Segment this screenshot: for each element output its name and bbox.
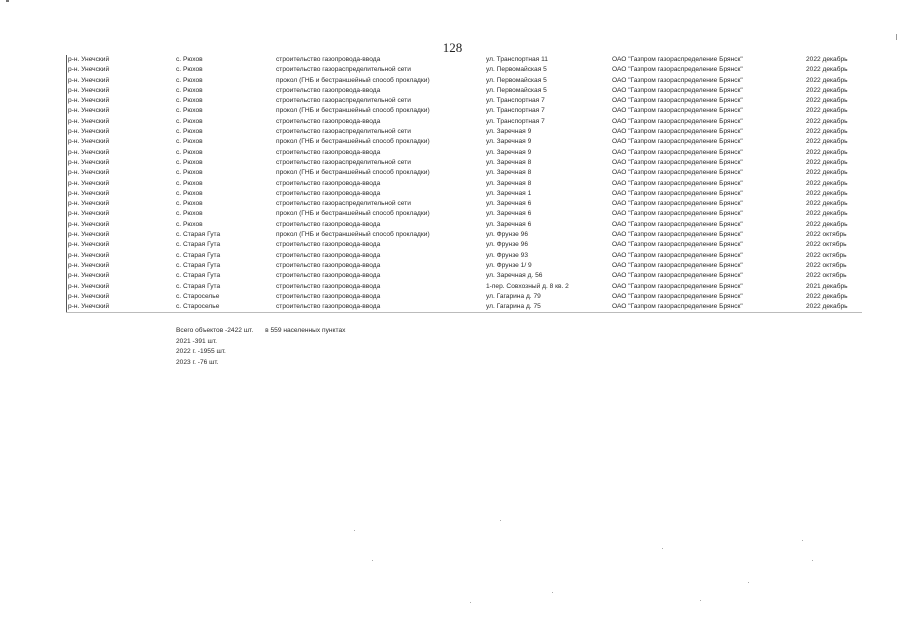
cell-organization: ОАО "Газпром газораспределение Брянск"	[612, 220, 743, 228]
cell-address: ул. Фрунзе 93	[486, 251, 528, 259]
cell-settlement: с. Старая Гута	[176, 241, 221, 249]
cell-organization: ОАО "Газпром газораспределение Брянск"	[612, 158, 743, 166]
cell-year: 2022	[806, 292, 821, 300]
cell-month: декабрь	[822, 76, 848, 84]
cell-year: 2022	[806, 138, 821, 146]
table-bottom-border	[66, 312, 862, 313]
page-number: 128	[442, 40, 463, 55]
cell-period	[804, 271, 862, 281]
cell-period	[804, 127, 862, 137]
cell-month: декабрь	[822, 148, 848, 156]
cell-work-type: строительство газораспределительной сети	[276, 66, 411, 74]
table-row	[66, 209, 862, 219]
cell-address: ул. Транспортная 7	[486, 97, 545, 105]
cell-organization: ОАО "Газпром газораспределение Брянск"	[612, 189, 743, 197]
cell-year: 2022	[806, 179, 821, 187]
cell-period	[804, 230, 862, 240]
cell-district: р-н. Унечский	[68, 86, 110, 94]
cell-address: ул. Заречная 8	[486, 179, 532, 187]
cell-settlement: с. Старая Гута	[176, 261, 221, 269]
cell-work-type: строительство газопровода-ввода	[276, 179, 381, 187]
cell-settlement: с. Рюхов	[176, 158, 203, 166]
cell-organization: ОАО "Газпром газораспределение Брянск"	[612, 117, 743, 125]
cell-settlement: с. Рюхов	[176, 117, 203, 125]
cell-period	[804, 292, 862, 302]
cell-year: 2022	[806, 128, 821, 136]
cell-year: 2022	[806, 303, 821, 311]
cell-work-type: строительство газопровода-ввода	[276, 303, 381, 311]
table-row	[66, 55, 862, 65]
cell-month: декабрь	[822, 303, 848, 311]
table-row	[66, 127, 862, 137]
cell-settlement: с. Старая Гута	[176, 231, 221, 239]
cell-address: ул. Заречная 6	[486, 200, 532, 208]
cell-district: р-н. Унечский	[68, 56, 110, 63]
cell-district: р-н. Унечский	[68, 97, 110, 105]
cell-work-type: строительство газопровода-ввода	[276, 220, 381, 228]
cell-district: р-н. Унечский	[68, 231, 110, 239]
cell-period	[804, 96, 862, 106]
cell-district: р-н. Унечский	[68, 169, 110, 177]
cell-address: ул. Гагарина д. 79	[486, 292, 541, 300]
cell-month: декабрь	[822, 138, 848, 146]
cell-period	[804, 76, 862, 86]
cell-period	[804, 148, 862, 158]
table-row	[66, 137, 862, 147]
cell-work-type: строительство газораспределительной сети	[276, 200, 411, 208]
cell-month: декабрь	[822, 56, 848, 63]
summary-total-line	[176, 326, 345, 337]
cell-organization: ОАО "Газпром газораспределение Брянск"	[612, 128, 743, 136]
cell-organization: ОАО "Газпром газораспределение Брянск"	[612, 292, 743, 300]
cell-district: р-н. Унечский	[68, 189, 110, 197]
cell-work-type: строительство газопровода-ввода	[276, 117, 381, 125]
cell-settlement: с. Рюхов	[176, 148, 203, 156]
cell-year: 2022	[806, 210, 821, 218]
cell-address: ул. Первомайская 5	[486, 66, 547, 74]
cell-address: ул. Заречная 9	[486, 128, 532, 136]
table-row	[66, 302, 862, 312]
cell-year: 2022	[806, 97, 821, 105]
cell-organization: ОАО "Газпром газораспределение Брянск"	[612, 272, 743, 280]
cell-address: ул. Фрунзе 96	[486, 231, 528, 239]
table-row	[66, 96, 862, 106]
cell-address: ул. Заречная 6	[486, 210, 532, 218]
table-row	[66, 189, 862, 199]
cell-month: октябрь	[822, 241, 847, 249]
cell-work-type: прокол (ГНБ и бестраншейный способ прокладки)	[276, 138, 430, 146]
cell-organization: ОАО "Газпром газораспределение Брянск"	[612, 97, 743, 105]
cell-period	[804, 117, 862, 127]
cell-organization: ОАО "Газпром газораспределение Брянск"	[612, 76, 743, 84]
cell-address: ул. Первомайская 5	[486, 76, 547, 84]
cell-district: р-н. Унечский	[68, 200, 110, 208]
cell-organization: ОАО "Газпром газораспределение Брянск"	[612, 56, 743, 63]
table-row	[66, 86, 862, 96]
cell-month: декабрь	[822, 158, 848, 166]
cell-settlement: с. Рюхов	[176, 189, 203, 197]
cell-period	[804, 199, 862, 209]
cell-year: 2022	[806, 66, 821, 74]
cell-address: ул. Заречная 8	[486, 158, 532, 166]
cell-month: декабрь	[822, 292, 848, 300]
cell-settlement: с. Рюхов	[176, 128, 203, 136]
cell-organization: ОАО "Газпром газораспределение Брянск"	[612, 138, 743, 146]
cell-settlement: с. Рюхов	[176, 97, 203, 105]
cell-work-type: строительство газопровода-ввода	[276, 148, 381, 156]
cell-period	[804, 189, 862, 199]
cell-district: р-н. Унечский	[68, 210, 110, 218]
cell-address: ул. Заречная 1	[486, 189, 532, 197]
cell-district: р-н. Унечский	[68, 179, 110, 187]
cell-month: декабрь	[822, 282, 848, 290]
cell-district: р-н. Унечский	[68, 148, 110, 156]
cell-address: ул. Транспортная 11	[486, 56, 548, 63]
cell-year: 2022	[806, 241, 821, 249]
cell-organization: ОАО "Газпром газораспределение Брянск"	[612, 303, 743, 311]
cell-settlement: с. Старая Гута	[176, 282, 221, 290]
cell-settlement: с. Рюхов	[176, 138, 203, 146]
table-row	[66, 117, 862, 127]
table-row	[66, 230, 862, 240]
cell-settlement: с. Старосельe	[176, 303, 220, 311]
cell-month: декабрь	[822, 169, 848, 177]
cell-settlement: с. Старая Гута	[176, 272, 221, 280]
cell-year: 2022	[806, 158, 821, 166]
cell-month: декабрь	[822, 86, 848, 94]
cell-organization: ОАО "Газпром газораспределение Брянск"	[612, 241, 743, 249]
cell-district: р-н. Унечский	[68, 117, 110, 125]
summary-2023: 2023 г. -76 шт.	[176, 358, 219, 366]
cell-district: р-н. Унечский	[68, 107, 110, 115]
cell-period	[804, 220, 862, 230]
cell-year: 2022	[806, 56, 821, 63]
table-row	[66, 158, 862, 168]
cell-period	[804, 179, 862, 189]
table-row	[66, 240, 862, 250]
cell-address: ул. Заречная д. 56	[486, 272, 543, 280]
cell-district: р-н. Унечский	[68, 158, 110, 166]
cell-period	[804, 240, 862, 250]
cell-period	[804, 251, 862, 261]
table-row	[66, 199, 862, 209]
cell-district: р-н. Унечский	[68, 261, 110, 269]
summary-2022: 2022 г. -1955 шт.	[176, 348, 226, 355]
table-row	[66, 292, 862, 302]
cell-settlement: с. Рюхов	[176, 210, 203, 218]
cell-organization: ОАО "Газпром газораспределение Брянск"	[612, 169, 743, 177]
cell-work-type: строительство газопровода-ввода	[276, 251, 381, 259]
cell-work-type: строительство газопровода-ввода	[276, 282, 381, 290]
table-row	[66, 106, 862, 116]
cell-work-type: строительство газораспределительной сети	[276, 97, 411, 105]
cell-month: декабрь	[822, 128, 848, 136]
cell-settlement: с. Старосельe	[176, 292, 220, 300]
cell-month: октябрь	[822, 251, 847, 259]
cell-work-type: прокол (ГНБ и бестраншейный способ прокладки)	[276, 169, 430, 177]
corner-scan-mark	[6, 0, 9, 2]
cell-year: 2021	[806, 282, 821, 290]
cell-period	[804, 282, 862, 292]
cell-period	[804, 106, 862, 116]
cell-organization: ОАО "Газпром газораспределение Брянск"	[612, 148, 743, 156]
cell-work-type: строительство газопровода-ввода	[276, 261, 381, 269]
cell-settlement: с. Рюхов	[176, 86, 203, 94]
table-row	[66, 282, 862, 292]
cell-month: декабрь	[822, 107, 848, 115]
cell-period	[804, 65, 862, 75]
cell-year: 2022	[806, 200, 821, 208]
table-row	[66, 65, 862, 75]
cell-district: р-н. Унечский	[68, 303, 110, 311]
cell-organization: ОАО "Газпром газораспределение Брянск"	[612, 66, 743, 74]
cell-month: декабрь	[822, 97, 848, 105]
works-table-container	[66, 55, 862, 312]
cell-address: ул. Транспортная 7	[486, 107, 545, 115]
cell-year: 2022	[806, 251, 821, 259]
cell-district: р-н. Унечский	[68, 138, 110, 146]
cell-address: ул. Заречная 9	[486, 148, 532, 156]
cell-settlement: с. Рюхов	[176, 169, 203, 177]
cell-address: ул. Транспортная 7	[486, 117, 545, 125]
cell-year: 2022	[806, 231, 821, 239]
summary-total: Всего объектов -2422 шт.	[176, 327, 254, 334]
cell-month: декабрь	[822, 210, 848, 218]
cell-organization: ОАО "Газпром газораспределение Брянск"	[612, 231, 743, 239]
cell-address: ул. Заречная 9	[486, 138, 532, 146]
cell-period	[804, 55, 862, 65]
cell-settlement: с. Старая Гута	[176, 251, 221, 259]
cell-settlement: с. Рюхов	[176, 220, 203, 228]
cell-work-type: прокол (ГНБ и бестраншейный способ прокладки)	[276, 231, 430, 239]
table-left-border	[66, 55, 67, 312]
cell-district: р-н. Унечский	[68, 66, 110, 74]
table-row	[66, 220, 862, 230]
cell-year: 2022	[806, 220, 821, 228]
cell-month: декабрь	[822, 117, 848, 125]
cell-settlement: с. Рюхов	[176, 56, 203, 63]
cell-settlement: с. Рюхов	[176, 66, 203, 74]
cell-work-type: строительство газопровода-ввода	[276, 86, 381, 94]
cell-year: 2022	[806, 117, 821, 125]
cell-month: декабрь	[822, 200, 848, 208]
cell-address: ул. Фрунзе 96	[486, 241, 528, 249]
cell-district: р-н. Унечский	[68, 241, 110, 249]
works-table-body	[66, 55, 862, 312]
cell-period	[804, 302, 862, 312]
cell-period	[804, 261, 862, 271]
works-table	[66, 55, 862, 312]
cell-work-type: прокол (ГНБ и бестраншейный способ прокладки)	[276, 76, 430, 84]
cell-district: р-н. Унечский	[68, 272, 110, 280]
cell-month: октябрь	[822, 231, 847, 239]
cell-address: ул. Первомайская 5	[486, 86, 547, 94]
cell-organization: ОАО "Газпром газораспределение Брянск"	[612, 179, 743, 187]
cell-year: 2022	[806, 107, 821, 115]
table-row	[66, 168, 862, 178]
table-row	[66, 179, 862, 189]
cell-period	[804, 137, 862, 147]
cell-month: декабрь	[822, 189, 848, 197]
cell-settlement: с. Рюхов	[176, 76, 203, 84]
cell-district: р-н. Унечский	[68, 76, 110, 84]
cell-work-type: строительство газопровода-ввода	[276, 241, 381, 249]
cell-month: декабрь	[822, 220, 848, 228]
cell-period	[804, 86, 862, 96]
cell-year: 2022	[806, 76, 821, 84]
cell-period	[804, 168, 862, 178]
cell-work-type: прокол (ГНБ и бестраншейный способ прокладки)	[276, 210, 430, 218]
table-row	[66, 251, 862, 261]
cell-year: 2022	[806, 169, 821, 177]
cell-work-type: строительство газопровода-ввода	[276, 272, 381, 280]
cell-year: 2022	[806, 148, 821, 156]
cell-organization: ОАО "Газпром газораспределение Брянск"	[612, 210, 743, 218]
cell-address: ул. Заречная 8	[486, 169, 532, 177]
cell-organization: ОАО "Газпром газораспределение Брянск"	[612, 200, 743, 208]
cell-address: ул. Фрунзе 1/ 9	[486, 261, 532, 269]
cell-month: октябрь	[822, 261, 847, 269]
cell-organization: ОАО "Газпром газораспределение Брянск"	[612, 86, 743, 94]
cell-work-type: строительство газопровода-ввода	[276, 56, 381, 63]
cell-district: р-н. Унечский	[68, 292, 110, 300]
cell-month: декабрь	[822, 179, 848, 187]
cell-settlement: с. Рюхов	[176, 107, 203, 115]
summary-block	[176, 326, 345, 368]
cell-district: р-н. Унечский	[68, 282, 110, 290]
cell-year: 2022	[806, 189, 821, 197]
cell-year: 2022	[806, 261, 821, 269]
cell-month: октябрь	[822, 272, 847, 280]
summary-2021: 2021 -391 шт.	[176, 337, 217, 345]
cell-year: 2022	[806, 272, 821, 280]
cell-organization: ОАО "Газпром газораспределение Брянск"	[612, 107, 743, 115]
cell-period	[804, 158, 862, 168]
table-row	[66, 271, 862, 281]
table-row	[66, 76, 862, 86]
cell-address: ул. Гагарина д. 75	[486, 303, 541, 311]
cell-work-type: строительство газораспределительной сети	[276, 158, 411, 166]
cell-organization: ОАО "Газпром газораспределение Брянск"	[612, 261, 743, 269]
summary-settlements: в 559 населенных пунктах	[265, 327, 346, 334]
table-row	[66, 148, 862, 158]
cell-work-type: строительство газопровода-ввода	[276, 189, 381, 197]
cell-address: ул. Заречная 6	[486, 220, 532, 228]
cell-address: 1-пер. Совхозный д. 8 кв. 2	[486, 282, 569, 290]
cell-district: р-н. Унечский	[68, 251, 110, 259]
cell-period	[804, 209, 862, 219]
cell-month: декабрь	[822, 66, 848, 74]
cell-settlement: с. Рюхов	[176, 179, 203, 187]
cell-settlement: с. Рюхов	[176, 200, 203, 208]
cell-work-type: строительство газопровода-ввода	[276, 292, 381, 300]
cell-work-type: прокол (ГНБ и бестраншейный способ прокладки)	[276, 107, 430, 115]
cell-organization: ОАО "Газпром газораспределение Брянск"	[612, 282, 743, 290]
cell-year: 2022	[806, 86, 821, 94]
cell-work-type: строительство газораспределительной сети	[276, 128, 411, 136]
table-row	[66, 261, 862, 271]
cell-district: р-н. Унечский	[68, 128, 110, 136]
cell-organization: ОАО "Газпром газораспределение Брянск"	[612, 251, 743, 259]
cell-district: р-н. Унечский	[68, 220, 110, 228]
